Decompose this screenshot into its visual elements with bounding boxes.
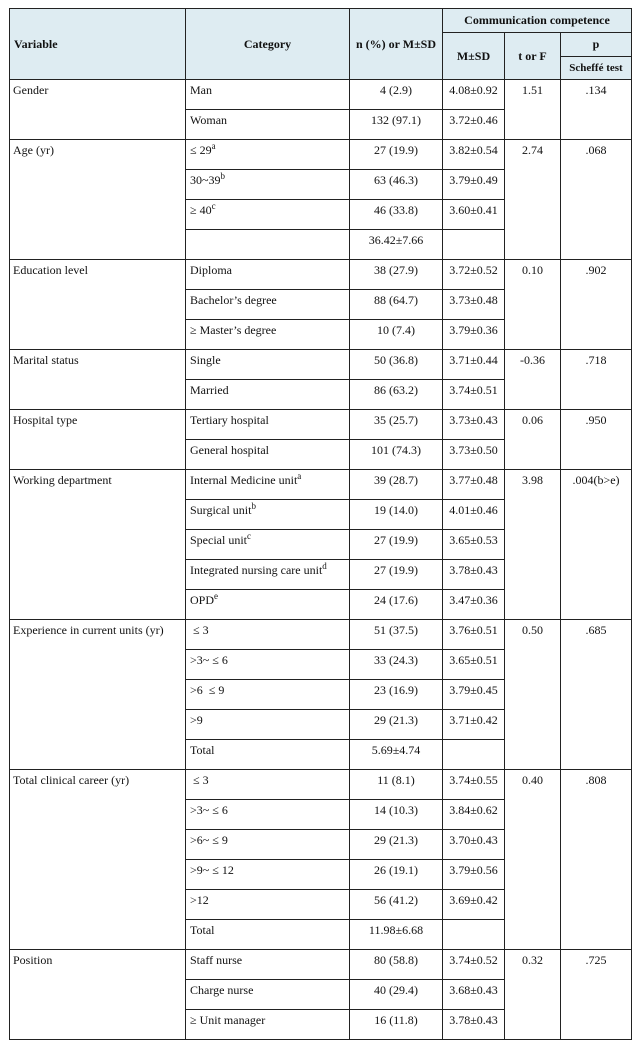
- category-cell: [186, 350, 350, 380]
- category-label: Woman: [190, 113, 228, 127]
- msd-cell: 3.68±0.43: [443, 980, 505, 1010]
- category-cell: [186, 470, 350, 500]
- category-superscript: a: [297, 471, 302, 481]
- n-percent-cell: 86 (63.2): [350, 380, 443, 410]
- variable-cell: Hospital type: [10, 410, 186, 470]
- n-percent-cell: 38 (27.9): [350, 260, 443, 290]
- category-cell: [186, 410, 350, 440]
- n-percent-cell: 11.98±6.68: [350, 920, 443, 950]
- msd-cell: 3.72±0.52: [443, 260, 505, 290]
- category-cell: [186, 500, 350, 530]
- category-cell: [186, 170, 350, 200]
- n-percent-cell: 46 (33.8): [350, 200, 443, 230]
- msd-cell: 3.79±0.36: [443, 320, 505, 350]
- n-percent-cell: 29 (21.3): [350, 710, 443, 740]
- t-or-f-cell: 0.10: [505, 260, 561, 350]
- n-percent-cell: 11 (8.1): [350, 770, 443, 800]
- p-value-cell: .134: [561, 80, 632, 140]
- n-percent-cell: 40 (29.4): [350, 980, 443, 1010]
- msd-cell: 3.82±0.54: [443, 140, 505, 170]
- category-superscript: c: [247, 531, 251, 541]
- category-cell: [186, 950, 350, 980]
- category-label: ≥ Unit manager: [190, 1013, 266, 1027]
- msd-cell: 3.72±0.46: [443, 110, 505, 140]
- msd-cell: 3.73±0.48: [443, 290, 505, 320]
- category-label: ≤ 3: [190, 773, 209, 787]
- msd-cell: 3.73±0.43: [443, 410, 505, 440]
- p-value-cell: .725: [561, 950, 632, 1040]
- category-label: >3~ ≤ 6: [190, 803, 228, 817]
- category-label: ≤ 29: [190, 143, 212, 157]
- table-container: [9, 8, 632, 1040]
- table-row: [10, 410, 632, 440]
- category-cell: [186, 290, 350, 320]
- msd-cell: 3.60±0.41: [443, 200, 505, 230]
- category-cell: [186, 260, 350, 290]
- p-value-cell: .808: [561, 770, 632, 950]
- variable-cell: Total clinical career (yr): [10, 770, 186, 950]
- category-cell: [186, 890, 350, 920]
- p-value-cell: .004(b>e): [561, 470, 632, 620]
- category-cell: [186, 230, 350, 260]
- category-label: >9~ ≤ 12: [190, 863, 234, 877]
- category-cell: [186, 830, 350, 860]
- category-superscript: d: [322, 561, 327, 571]
- t-or-f-cell: 0.32: [505, 950, 561, 1040]
- category-cell: [186, 140, 350, 170]
- p-value-cell: .685: [561, 620, 632, 770]
- category-label: >12: [190, 893, 209, 907]
- msd-cell: 3.78±0.43: [443, 560, 505, 590]
- header-p: p: [561, 33, 632, 57]
- n-percent-cell: 5.69±4.74: [350, 740, 443, 770]
- variable-cell: Position: [10, 950, 186, 1040]
- n-percent-cell: 27 (19.9): [350, 560, 443, 590]
- msd-cell: 3.70±0.43: [443, 830, 505, 860]
- t-or-f-cell: 2.74: [505, 140, 561, 260]
- msd-cell: 3.74±0.51: [443, 380, 505, 410]
- msd-cell: 3.79±0.49: [443, 170, 505, 200]
- category-label: Integrated nursing care unit: [190, 563, 323, 577]
- t-or-f-cell: 1.51: [505, 80, 561, 140]
- msd-cell: 3.65±0.53: [443, 530, 505, 560]
- category-cell: [186, 380, 350, 410]
- t-or-f-cell: 0.06: [505, 410, 561, 470]
- p-value-cell: .902: [561, 260, 632, 350]
- n-percent-cell: 23 (16.9): [350, 680, 443, 710]
- table-row: [10, 620, 632, 650]
- communication-competence-table: [9, 8, 632, 1040]
- msd-cell: [443, 920, 505, 950]
- msd-cell: 3.76±0.51: [443, 620, 505, 650]
- header-tf: t or F: [505, 33, 561, 80]
- category-label: Special unit: [190, 533, 247, 547]
- category-cell: [186, 80, 350, 110]
- category-label: OPD: [190, 593, 215, 607]
- msd-cell: 3.65±0.51: [443, 650, 505, 680]
- n-percent-cell: 27 (19.9): [350, 140, 443, 170]
- category-label: >3~ ≤ 6: [190, 653, 228, 667]
- n-percent-cell: 33 (24.3): [350, 650, 443, 680]
- category-label: 30~39: [190, 173, 221, 187]
- n-percent-cell: 101 (74.3): [350, 440, 443, 470]
- msd-cell: [443, 740, 505, 770]
- category-cell: [186, 1010, 350, 1040]
- n-percent-cell: 4 (2.9): [350, 80, 443, 110]
- category-label: >6 ≤ 9: [190, 683, 225, 697]
- msd-cell: 3.74±0.55: [443, 770, 505, 800]
- msd-cell: 3.78±0.43: [443, 1010, 505, 1040]
- category-label: General hospital: [190, 443, 269, 457]
- t-or-f-cell: 0.40: [505, 770, 561, 950]
- table-row: [10, 350, 632, 380]
- category-cell: [186, 320, 350, 350]
- category-superscript: a: [211, 141, 216, 151]
- variable-cell: Gender: [10, 80, 186, 140]
- msd-cell: 3.77±0.48: [443, 470, 505, 500]
- msd-cell: 3.79±0.56: [443, 860, 505, 890]
- category-label: Surgical unit: [190, 503, 252, 517]
- n-percent-cell: 88 (64.7): [350, 290, 443, 320]
- category-label: Married: [190, 383, 229, 397]
- variable-cell: Working department: [10, 470, 186, 620]
- n-percent-cell: 132 (97.1): [350, 110, 443, 140]
- msd-cell: 3.84±0.62: [443, 800, 505, 830]
- n-percent-cell: 14 (10.3): [350, 800, 443, 830]
- header-n: n (%) or M±SD: [350, 9, 443, 80]
- variable-cell: Education level: [10, 260, 186, 350]
- category-cell: [186, 800, 350, 830]
- t-or-f-cell: -0.36: [505, 350, 561, 410]
- p-value-cell: .068: [561, 140, 632, 260]
- table-row: [10, 80, 632, 110]
- variable-cell: Marital status: [10, 350, 186, 410]
- category-label: Staff nurse: [190, 953, 243, 967]
- n-percent-cell: 27 (19.9): [350, 530, 443, 560]
- category-label: Total: [190, 923, 215, 937]
- p-value-cell: .950: [561, 410, 632, 470]
- category-cell: [186, 590, 350, 620]
- t-or-f-cell: 3.98: [505, 470, 561, 620]
- category-label: ≥ 40: [190, 203, 212, 217]
- category-label: Internal Medicine unit: [190, 473, 298, 487]
- msd-cell: 4.08±0.92: [443, 80, 505, 110]
- msd-cell: 4.01±0.46: [443, 500, 505, 530]
- table-row: [10, 470, 632, 500]
- category-cell: [186, 710, 350, 740]
- table-row: [10, 770, 632, 800]
- n-percent-cell: 51 (37.5): [350, 620, 443, 650]
- n-percent-cell: 19 (14.0): [350, 500, 443, 530]
- category-label: ≤ 3: [190, 623, 209, 637]
- n-percent-cell: 16 (11.8): [350, 1010, 443, 1040]
- table-row: [10, 140, 632, 170]
- category-label: Bachelor’s degree: [190, 293, 277, 307]
- category-cell: [186, 530, 350, 560]
- category-cell: [186, 650, 350, 680]
- n-percent-cell: 56 (41.2): [350, 890, 443, 920]
- category-label: >9: [190, 713, 203, 727]
- category-cell: [186, 560, 350, 590]
- category-superscript: b: [220, 171, 225, 181]
- category-cell: [186, 440, 350, 470]
- header-scheffe: Scheffé test: [561, 57, 632, 80]
- category-label: Total: [190, 743, 215, 757]
- table-row: [10, 260, 632, 290]
- n-percent-cell: 36.42±7.66: [350, 230, 443, 260]
- msd-cell: 3.79±0.45: [443, 680, 505, 710]
- category-label: >6~ ≤ 9: [190, 833, 228, 847]
- category-label: ≥ Master’s degree: [190, 323, 277, 337]
- category-label: Tertiary hospital: [190, 413, 269, 427]
- category-label: Charge nurse: [190, 983, 254, 997]
- category-cell: [186, 770, 350, 800]
- msd-cell: 3.74±0.52: [443, 950, 505, 980]
- n-percent-cell: 39 (28.7): [350, 470, 443, 500]
- n-percent-cell: 35 (25.7): [350, 410, 443, 440]
- msd-cell: 3.69±0.42: [443, 890, 505, 920]
- p-value-cell: .718: [561, 350, 632, 410]
- n-percent-cell: 63 (46.3): [350, 170, 443, 200]
- category-cell: [186, 860, 350, 890]
- category-cell: [186, 740, 350, 770]
- n-percent-cell: 24 (17.6): [350, 590, 443, 620]
- category-cell: [186, 920, 350, 950]
- msd-cell: 3.71±0.44: [443, 350, 505, 380]
- table-row: [10, 950, 632, 980]
- n-percent-cell: 10 (7.4): [350, 320, 443, 350]
- msd-cell: 3.71±0.42: [443, 710, 505, 740]
- category-label: Man: [190, 83, 212, 97]
- category-superscript: e: [214, 591, 219, 601]
- category-cell: [186, 200, 350, 230]
- msd-cell: 3.47±0.36: [443, 590, 505, 620]
- table-body: [10, 80, 632, 1040]
- category-cell: [186, 620, 350, 650]
- n-percent-cell: 50 (36.8): [350, 350, 443, 380]
- msd-cell: 3.73±0.50: [443, 440, 505, 470]
- msd-cell: [443, 230, 505, 260]
- variable-cell: Experience in current units (yr): [10, 620, 186, 770]
- category-label: Single: [190, 353, 221, 367]
- t-or-f-cell: 0.50: [505, 620, 561, 770]
- variable-cell: Age (yr): [10, 140, 186, 260]
- n-percent-cell: 26 (19.1): [350, 860, 443, 890]
- category-superscript: c: [211, 201, 216, 211]
- header-variable: Variable: [10, 9, 186, 80]
- category-superscript: b: [251, 501, 256, 511]
- n-percent-cell: 29 (21.3): [350, 830, 443, 860]
- category-cell: [186, 980, 350, 1010]
- category-cell: [186, 110, 350, 140]
- category-label: Diploma: [190, 263, 232, 277]
- n-percent-cell: 80 (58.8): [350, 950, 443, 980]
- header-group: Communication competence: [443, 9, 632, 33]
- header-category: Category: [186, 9, 350, 80]
- header-msd: M±SD: [443, 33, 505, 80]
- category-cell: [186, 680, 350, 710]
